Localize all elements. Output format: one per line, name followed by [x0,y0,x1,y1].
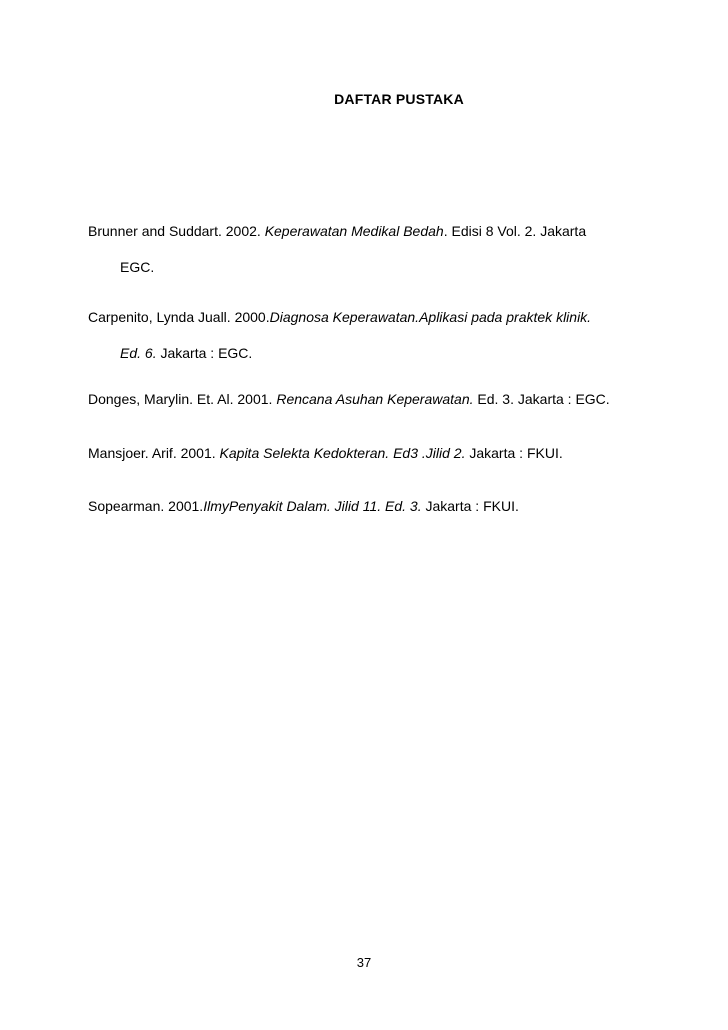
reference-line [88,224,648,238]
reference-line [88,446,648,460]
reference-line [88,392,648,406]
reference-title: Rencana Asuhan Keperawatan. [276,391,474,407]
reference-title: Diagnosa [269,309,329,325]
reference-title: Kapita Selekta Kedokteran. Ed3 .Jilid 2. [219,445,466,461]
page-number: 37 [356,955,372,970]
reference-title: pada [471,309,503,325]
reference-title: IlmyPenyakit Dalam. Jilid 11. Ed. 3. [203,498,422,514]
reference-entry [88,499,648,513]
reference-entry [88,446,648,460]
reference-author: Lynda [156,309,195,325]
reference-text: EGC. [120,259,155,275]
reference-text: Ed. 3. Jakarta : EGC. [473,391,610,407]
reference-title: klinik. [556,309,592,325]
reference-text: Jakarta : EGC. [156,345,253,361]
reference-line [88,260,648,274]
reference-author: Juall. [198,309,231,325]
reference-text: . Edisi 8 Vol. 2. Jakarta [443,223,587,239]
reference-text: Donges, Marylin. Et. Al. 2001. [88,391,277,407]
reference-text: Jakarta : FKUI. [421,498,519,514]
reference-text: Brunner and Suddart. 2002. [88,223,265,239]
reference-line [88,310,641,324]
reference-title: Keperawatan.Aplikasi [332,309,468,325]
reference-line [88,346,648,360]
reference-line [88,499,648,513]
reference-text: Sopearman. 2001. [88,498,204,514]
reference-text: Jakarta : FKUI. [465,445,563,461]
page-title: DAFTAR PUSTAKA [334,91,464,107]
reference-edition: Ed. 6. [120,345,157,361]
reference-entry [88,224,648,274]
reference-author: Carpenito, [88,309,153,325]
reference-title: praktek [506,309,553,325]
reference-text: Mansjoer. Arif. 2001. [88,445,220,461]
reference-title: Keperawatan Medikal Bedah [264,223,444,239]
reference-entry [88,310,648,360]
reference-year: 2000. [234,309,270,325]
reference-entry [88,392,648,406]
